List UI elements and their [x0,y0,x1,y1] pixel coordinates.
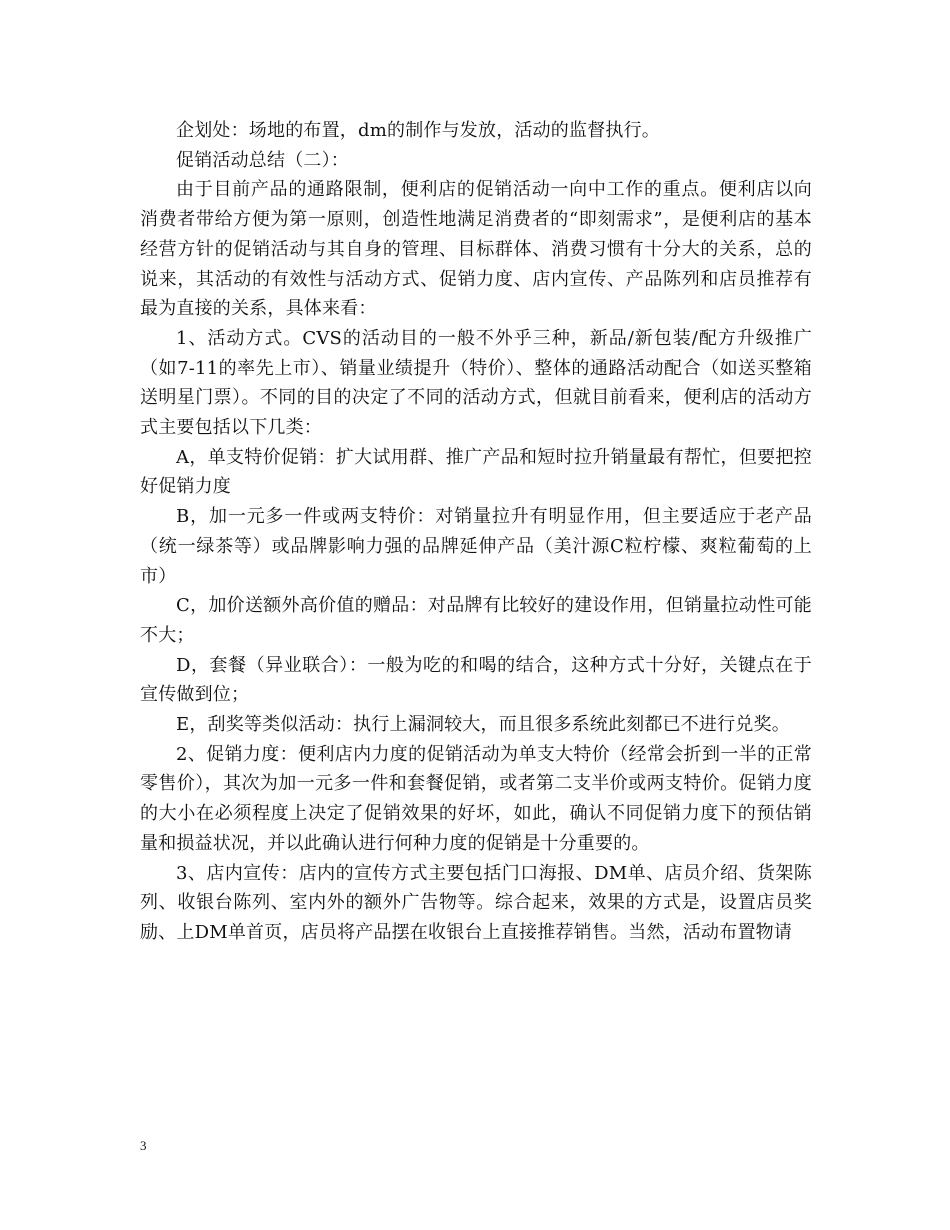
paragraph-item-e: E，刮奖等类似活动：执行上漏洞较大，而且很多系统此刻都已不进行兑奖。 [176,714,790,736]
paragraph-item-b: B，加一元多一件或两支特价：对销量拉升有明显作用，但主要适应于老产品（统一绿茶等）或品牌影响力强的品牌延伸产品（美汁源C粒柠檬、爽粒葡萄的上市） [140,506,812,587]
paragraph-item-a: A，单支特价促销：扩大试用群、推广产品和短时拉升销量最有帮忙，但要把控好促销力度 [140,446,812,498]
paragraph-intro: 由于目前产品的通路限制，便利店的促销活动一向中工作的重点。便利店以向消费者带给方便为第一原则，创造性地满足消费者的“即刻需求”，是便利店的基本经营方针的促销活动与其自身的管理、目标群体、消费习惯有十分大的关系，总的说来，其活动的有效性与活动方式、促销力度、店内宣传、产品陈列和店员推荐有最为直接的关系，具体来看： [140,179,812,320]
paragraph-item-d: D，套餐（异业联合）：一般为吃的和喝的结合，这种方式十分好，关键点在于宣传做到位； [140,654,812,706]
paragraph-item-c: C，加价送额外高价值的赠品：对品牌有比较好的建设作用，但销量拉动性可能不大； [140,595,812,646]
paragraph-activity-methods: 1、活动方式。CVS的活动目的一般不外乎三种，新品/新包装/配方升级推广（如7-11的率先上市）、销量业绩提升（特价）、整体的通路活动配合（如送买整箱送明星门票）。不同的目的决定了不同的活动方式，但就目前看来，便利店的活动方式主要包括以下几类： [140,327,812,439]
paragraph-in-store-promotion: 3、店内宣传：店内的宣传方式主要包括门口海报、DM单、店员介绍、货架陈列、收银台陈列、室内外的额外广告物等。综合起来，效果的方式是，设置店员奖励、上DM单首页，店员将产品摆在收银台上直接推荐销售。当然，活动布置物请 [140,862,812,943]
paragraph-promotion-intensity: 2、促销力度：便利店内力度的促销活动为单支大特价（经常会折到一半的正常零售价），其次为加一元多一件和套餐促销，或者第二支半价或两支特价。促销力度的大小在必须程度上决定了促销效果的好坏，如此，确认不同促销力度下的预估销量和损益状况，并以此确认进行何种力度的促销是十分重要的。 [140,743,812,854]
body-text [140,116,812,948]
paragraph-planning-dept: 企划处：场地的布置，dm的制作与发放，活动的监督执行。 [176,120,660,141]
paragraph-section-heading: 促销活动总结（二）： [176,149,349,171]
page-number: 3 [140,1138,147,1153]
